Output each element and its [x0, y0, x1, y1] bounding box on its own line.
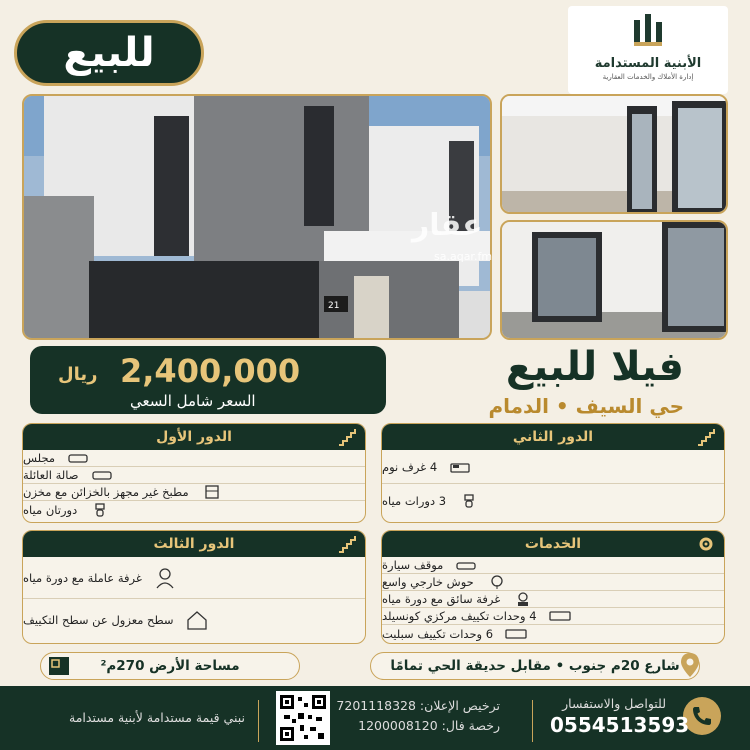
villa-interior-photo-2: [500, 220, 728, 340]
gear-icon: [696, 534, 716, 554]
ac-icon: [549, 609, 571, 623]
third-floor-header: [23, 531, 365, 557]
first-floor-title: الدور الأول: [156, 429, 232, 445]
for-sale-badge-label: للبيع: [63, 30, 155, 76]
aqar-watermark-url: sa.aqar.fm: [434, 250, 493, 263]
location-pin-icon: [680, 652, 700, 678]
footer-slogan: نبني قيمة مستدامة لأبنية مستدامة: [69, 710, 245, 725]
list-item: مطبخ غير مجهز بالخزائن مع مخزن: [23, 484, 365, 501]
stairs-icon: [337, 534, 357, 554]
services-header: [382, 531, 724, 557]
listing-title: فيلا للبيع: [505, 344, 684, 390]
for-sale-badge: [14, 20, 204, 86]
services-title: الخدمات: [524, 536, 582, 552]
list-item: حوش خارجي واسع: [382, 574, 724, 591]
floorplan-icon: [48, 656, 70, 676]
price-currency: ريال: [58, 364, 98, 385]
tree-icon: [486, 575, 508, 589]
contact-label: للتواصل والاستفسار: [562, 696, 666, 711]
first-floor-card: [22, 423, 366, 523]
list-item: 6 وحدات تكييف سبليت: [382, 625, 724, 642]
list-item: سطح معزول عن سطح التكييف: [23, 599, 365, 641]
first-floor-header: [23, 424, 365, 450]
land-area-pill: [40, 652, 300, 680]
second-floor-card: [381, 423, 725, 523]
company-logo: [568, 6, 728, 94]
driver-icon: [512, 592, 534, 606]
list-item: دورتان مياه: [23, 501, 365, 518]
villa-interior-photo-1: [500, 94, 728, 214]
footer-divider: [532, 700, 533, 742]
list-item: 4 وحدات تكييف مركزي كونسيلد: [382, 608, 724, 625]
fal-license: رخصة فال: 1200008120: [358, 718, 500, 733]
services-card: [381, 530, 725, 644]
qr-code-icon: [280, 695, 326, 741]
third-floor-title: الدور الثالث: [153, 536, 235, 552]
street-info-pill: [370, 652, 700, 680]
bed-icon: [449, 460, 471, 474]
second-floor-header: [382, 424, 724, 450]
list-item: غرفة سائق مع دورة مياه: [382, 591, 724, 608]
price-value: 2,400,000: [120, 352, 301, 390]
third-floor-card: [22, 530, 366, 644]
price-note: السعر شامل السعي: [130, 392, 256, 410]
logo-subtitle: إدارة الأملاك والخدمات العقارية: [602, 73, 694, 81]
qr-code[interactable]: [276, 691, 330, 745]
aqar-watermark: عقار: [412, 208, 483, 243]
land-area-label: مساحة الأرض 270م²: [100, 658, 240, 674]
ad-license: ترخيص الإعلان: 7201118328: [336, 698, 500, 713]
contact-phone[interactable]: 0554513593: [550, 713, 690, 737]
ac-icon: [505, 627, 527, 641]
logo-mark-icon: [628, 12, 668, 50]
stairs-icon: [337, 427, 357, 447]
street-info-label: شارع 20م جنوب • مقابل حديقة الحي تمامًا: [390, 658, 680, 674]
logo-name: الأبنية المستدامة: [594, 56, 702, 71]
list-item: صالة العائلة: [23, 467, 365, 484]
list-item: موقف سيارة: [382, 557, 724, 574]
footer-divider: [258, 700, 259, 742]
kitchen-icon: [201, 485, 223, 499]
sofa-icon: [67, 451, 89, 465]
list-item: 4 غرف نوم: [382, 450, 724, 484]
maid-icon: [154, 567, 176, 589]
toilet-icon: [458, 494, 480, 508]
list-item: 3 دورات مياه: [382, 484, 724, 518]
second-floor-title: الدور الثاني: [512, 429, 594, 445]
sofa-icon: [91, 468, 113, 482]
list-item: غرفة عاملة مع دورة مياه: [23, 557, 365, 599]
listing-location: حي السيف • الدمام: [488, 394, 684, 418]
house-icon: [186, 609, 208, 631]
car-icon: [455, 558, 477, 572]
toilet-icon: [89, 503, 111, 517]
house-number: 21: [328, 301, 340, 311]
list-item: مجلس: [23, 450, 365, 467]
stairs-icon: [696, 427, 716, 447]
